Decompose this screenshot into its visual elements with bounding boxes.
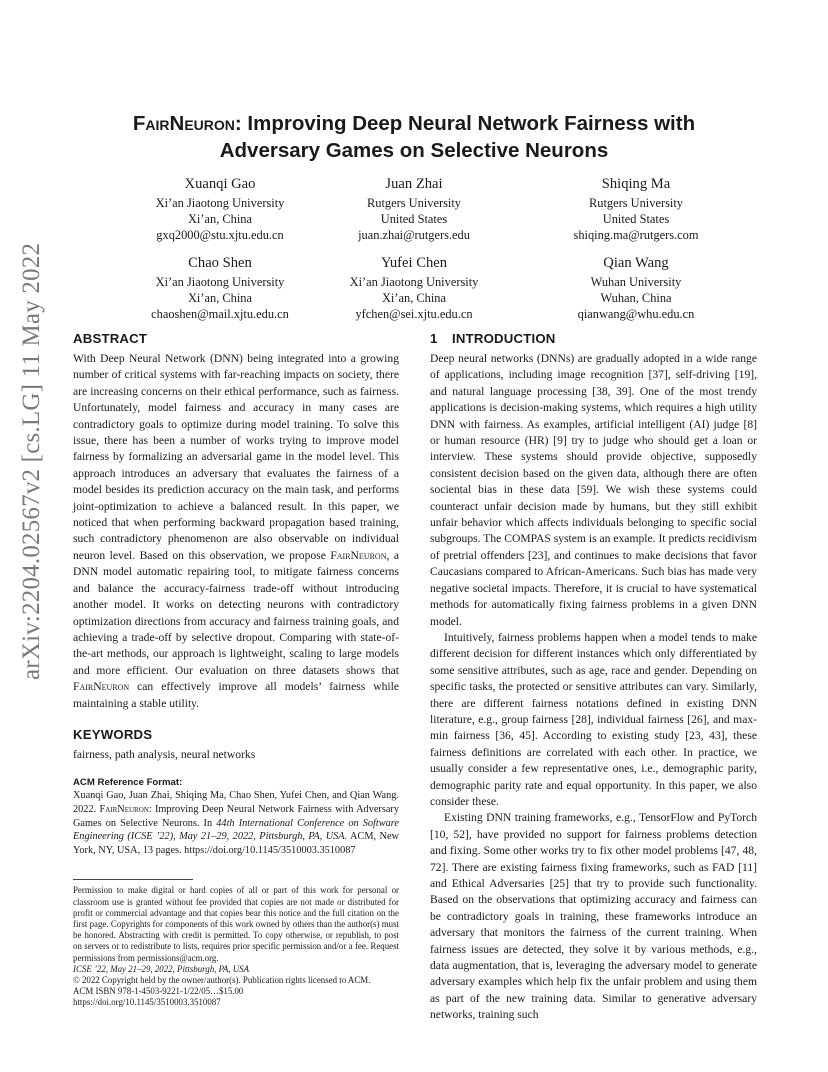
tool-name-inline: FairNeuron [99, 803, 149, 815]
keywords-heading: KEYWORDS [73, 726, 153, 742]
acm-reference-text [73, 789, 399, 857]
acm-reference-heading: ACM Reference Format: [73, 777, 183, 789]
author-email: qianwang@whu.edu.cn [577, 307, 695, 321]
paper-title [80, 110, 748, 164]
permission-isbn: ACM ISBN 978-1-4503-9221-1/22/05…$15.00 [73, 986, 244, 997]
permission-text: Permission to make digital or hard copies of all or part of this work for personal or classroom use is granted without fee provided that copies are not made or distributed for profit or commercial advantage and that copies bear this notice and the full citation on the first page. Copyrights for components of this work owned by others than the author(s) must be honored. Abstracting with credit is permitted. To copy otherwise, or republish, to post on servers or to redistribute to lists, requires prior specific permission and/or a fee. Request permissions from permissions@acm.org. [73, 885, 399, 963]
permission-copyright: © 2022 Copyright held by the owner/author(s). Publication rights licensed to ACM. [73, 974, 371, 985]
author-affiliation: Xi’an Jiaotong University [349, 275, 479, 289]
acm-reference-part1: Xuanqi Gao, Juan Zhai, Shiqing Ma, Chao Shen, Yufei Chen, and Qian Wang. 2022. [73, 790, 399, 815]
abstract-heading: ABSTRACT [73, 331, 148, 346]
intro-paragraph-1: Deep neural networks (DNNs) are gradually adopted in a wide range of applications, including image recognition [37], self-driving [19], and natural language processing [38, 39]. One of the most trendy applications is decision-making systems, which requires a high utility DNN with fairness. As examples, artificial intelligent (AI) judge [8] or human resource (HR) [9] try to judge who should get a loan or interview. These systems should provide objective, supposedly consistent decision based on the given data, although there are often sociental bias in these data [59]. We wish these systems could counteract unfair decision made by humans, but they still exhibit unfair behavior which affects individuals belonging to specific social subgroups. The COMPAS system is an example. It predicts recidivism of pretrial offenders [23], and continues to make decisions that favor Caucasians compared to African-Americans. Such bias has made very negative societal impacts. Therefore, it is crucial to have systematical methods for automatically fixing fairness problems in a given DNN model. [430, 352, 757, 628]
abstract-text-part1: With Deep Neural Network (DNN) being integrated into a growing number of critical systems with far-reaching impacts on society, there are increasing concerns on their ethical performance, such as fairness. Unfortunately, model fairness and accuracy in many cases are contradictory goals to optimize during model training. To solve this issue, there has been a number of works trying to improve model fairness by formalizing an adversarial game in the model level. This approach introduces an adversary that evaluates the fairness of a model besides its prediction accuracy on the main task, and performs joint-optimization to achieve a balanced result. In this paper, we noticed that when performing backward propagation based training, such contradictory phenomenon are also observable on individual neuron level. Based on this observation, we propose [73, 352, 399, 562]
author-card [516, 254, 756, 322]
arxiv-identifier: arXiv:2204.02567v2 [cs.LG] 11 May 2022 [18, 242, 45, 680]
author-location: United States [380, 212, 448, 226]
author-name: Xuanqi Gao [184, 176, 256, 192]
author-card [294, 254, 534, 322]
abstract-text-part3: can effectively improve all models’ fairness while maintaining a stable utility. [73, 680, 399, 710]
author-email: juan.zhai@rutgers.edu [358, 228, 470, 242]
author-affiliation: Wuhan University [590, 275, 682, 289]
author-location: Wuhan, China [600, 291, 672, 305]
author-card [294, 175, 534, 243]
intro-paragraph-3: Existing DNN training frameworks, e.g., TensorFlow and PyTorch [10, 52], have provided no support for fairness problems detection and fixing. Some other works try to fix other model problems [47, 48, 72]. There are existing fairness fixing frameworks, such as FAD [11] and Ethical Adversaries [25] that try to provide such functionality. Based on the observations that optimizing accuracy and fairness can be contradictory goals in training, these frameworks introduce an adversary that monitors the fairness of the current training. When fairness issues are detected, they solve it by various methods, e.g., data augmentation, that is, leveraging the adversary model to generate adversary examples which help fix the unfair problem and using them as part of the new training data. Similar to generative adversary networks, training such [430, 811, 757, 1022]
author-location: United States [602, 212, 670, 226]
acm-reference-venue: 44th International Conference on Software Engineering (ICSE ’22), May 21–29, 2022, Pittsburgh, PA, USA. [73, 817, 399, 843]
author-affiliation: Rutgers University [367, 196, 461, 210]
author-name: Shiqing Ma [601, 176, 671, 192]
permission-notice [73, 885, 399, 1008]
introduction-heading [430, 331, 757, 347]
author-affiliation: Xi’an Jiaotong University [155, 196, 285, 210]
keywords-text: fairness, path analysis, neural networks [73, 747, 256, 761]
author-affiliation: Xi’an Jiaotong University [155, 275, 285, 289]
author-location: Xi’an, China [187, 291, 252, 305]
tool-name-inline: FairNeuron [73, 680, 130, 694]
acm-reference-part2: : Improving Deep Neural Network Fairness with Adversary Games on Selective Neurons. In [73, 803, 399, 829]
author-location: Xi’an, China [381, 291, 446, 305]
author-name: Juan Zhai [385, 176, 443, 192]
author-email: shiqing.ma@rutgers.com [573, 228, 699, 242]
section-number: 1 [430, 331, 438, 346]
permission-venue: ICSE ’22, May 21–29, 2022, Pittsburgh, PA, USA [73, 963, 250, 974]
author-email: yfchen@sei.xjtu.edu.cn [355, 307, 473, 321]
author-location: Xi’an, China [187, 212, 252, 226]
left-column [73, 331, 399, 1009]
tool-name: FairNeuron [132, 112, 235, 135]
author-name: Qian Wang [603, 255, 669, 271]
permission-doi: https://doi.org/10.1145/3510003.3510087 [73, 997, 221, 1008]
title-line-2: Adversary Games on Selective Neurons [219, 139, 609, 162]
author-email: gxq2000@stu.xjtu.edu.cn [156, 228, 284, 242]
intro-paragraph-2: Intuitively, fairness problems happen when a model tends to make different decision for different instances which only differentiated by some sensitive attributes, such as age, race and gender. Depending on specific tasks, the protected or sensitive attributes can vary. Similarly, there are different fairness notations defined in existing DNN literature, e.g., group fairness [28], individual fairness [26], and max-min fairness [36, 45]. According to existing study [23, 43], these fairness definitions are correlated with each other. In practice, we usually consider a few representative ones, i.e., demographic parity, demographic parity rate and equal opportunity. In this paper, we also consider these. [430, 630, 757, 808]
author-name: Yufei Chen [380, 255, 448, 271]
abstract-text-part2: , a DNN model automatic repairing tool, to mitigate fairness concerns and balance the accuracy-fairness trade-off without introducing another model. It works on detecting neurons with contradictory optimization directions from accuracy and fairness training goals, and achieving a trade-off by selective dropout. Comparing with state-of-the-art methods, our approach is lightweight, scaling to large models and more efficient. Our evaluation on three datasets shows that [73, 548, 400, 677]
author-card [516, 175, 756, 243]
author-name: Chao Shen [188, 255, 252, 271]
acm-reference-part3: ACM, New York, NY, USA, 13 pages. https://doi.org/10.1145/3510003.3510087 [73, 831, 399, 856]
author-email: chaoshen@mail.xjtu.edu.cn [151, 307, 289, 321]
author-affiliation: Rutgers University [589, 196, 683, 210]
abstract-text [73, 351, 399, 712]
section-title: INTRODUCTION [452, 331, 556, 346]
right-column [430, 331, 757, 1024]
title-line-1: : Improving Deep Neural Network Fairness with [234, 112, 696, 135]
footnote-divider [73, 879, 193, 880]
tool-name-inline: FairNeuron [330, 548, 387, 562]
